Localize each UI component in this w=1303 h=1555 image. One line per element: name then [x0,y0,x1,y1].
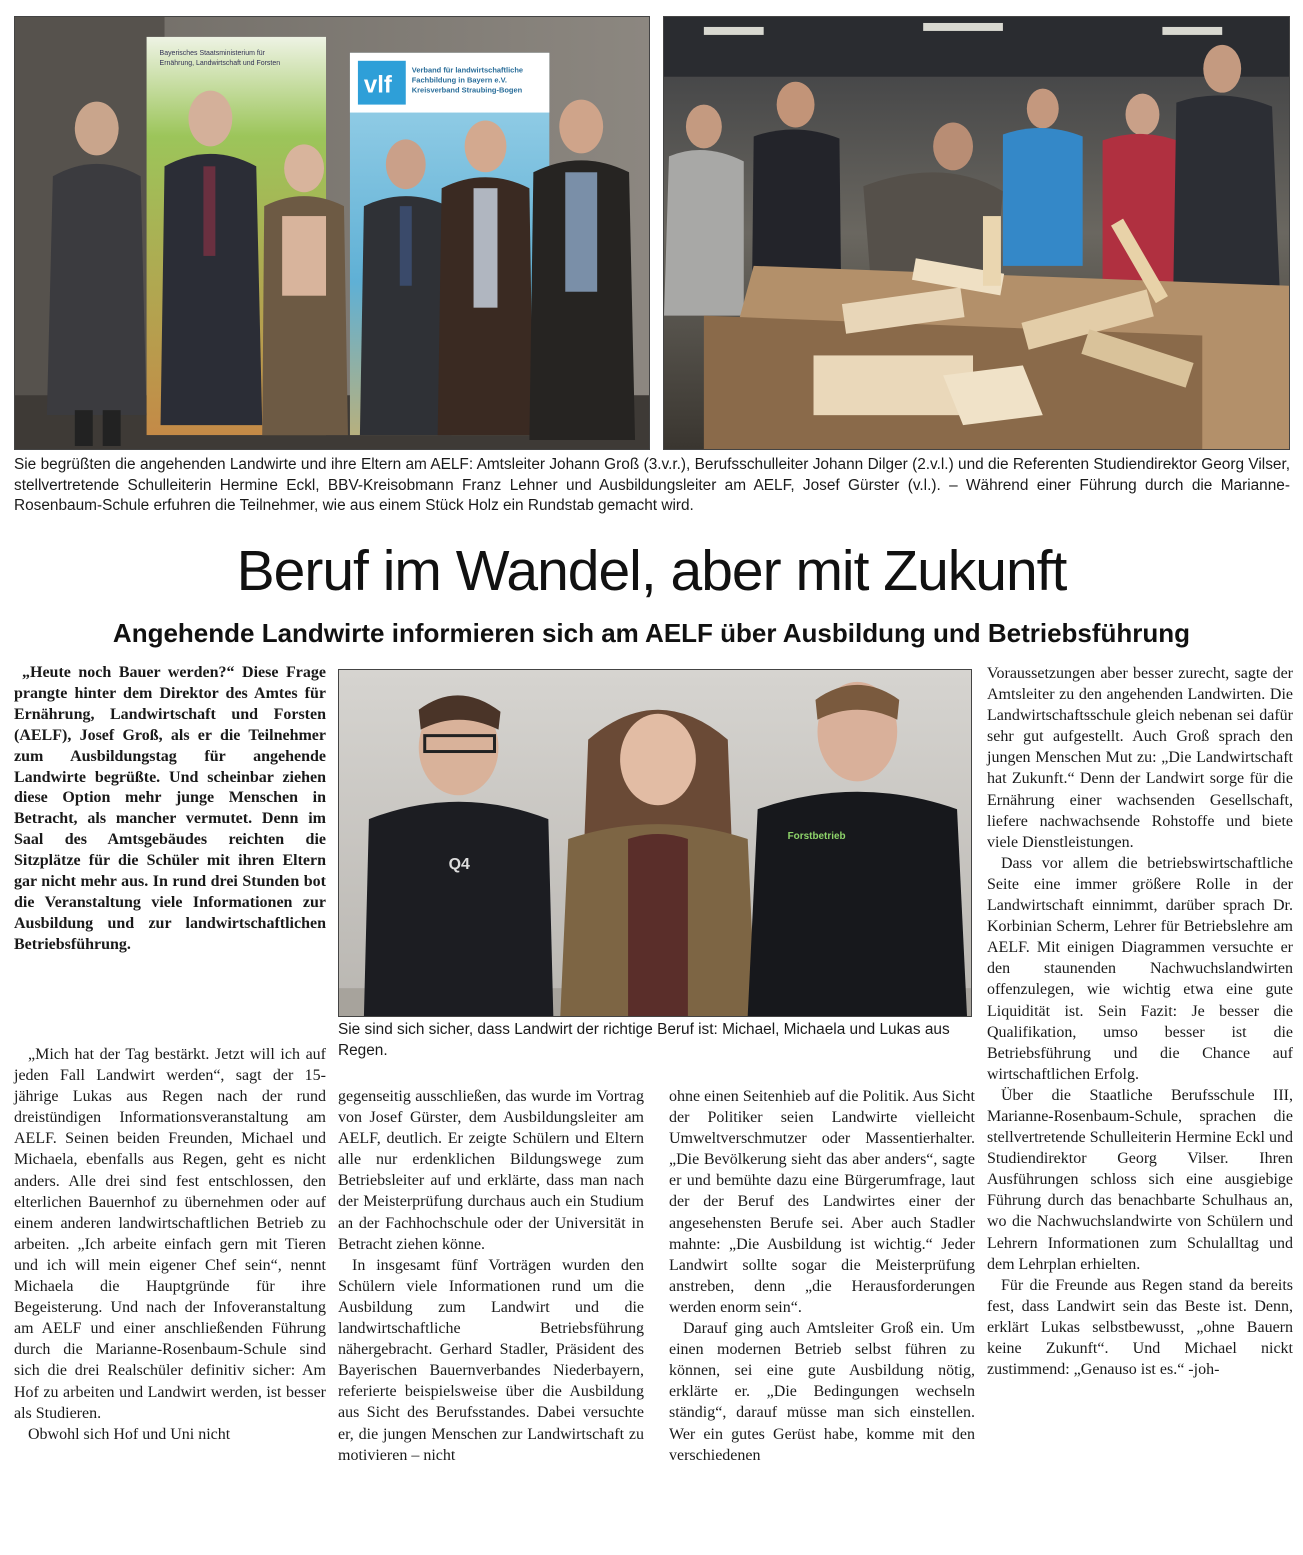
subheadline: Angehende Landwirte informieren sich am AELF über Ausbildung und Betriebsführung [112,618,1191,648]
article-column-2 [338,1086,644,1466]
photo-caption-mid: Sie sind sich sicher, dass Landwirt der richtige Beruf ist: Michael, Michaela und Lukas aus Regen. [338,1021,950,1059]
body-paragraph: Über die Staatliche Berufsschule III, Marianne-Rosenbaum-Schule, sprachen die stellvertretende Schulleiterin Hermine Eckl und Studiendirektor Georg Vilser. Ihren Ausführungen schloss sich eine ausgiebige Führung durch das benachbarte Schulhaus an, wo die Nachwuchslandwirte von Schülern und Lehrern Informationen zum Schulalltag und dem Lehrplan erhielten. [987,1086,1293,1273]
banner-right-line-3: Kreisverband Straubing-Bogen [411,85,523,95]
svg-text:Q4: Q4 [448,855,470,873]
headline: Beruf im Wandel, aber mit Zukunft [236,539,1067,603]
photo-caption-top: Sie begrüßten die angehenden Landwirte und ihre Eltern am AELF: Amtsleiter Johann Groß (3.v.r.), Berufsschulleiter Johann Dilger (2.v.l.) und die Referenten Studiendirektor Georg Vilser, stellvertretende Schulleiterin Hermine Eckl, BBV-Kreisobmann Franz Lehner und Ausbildungsleiter am AELF, Josef Gürster (v.l.). – Während einer Führung durch die Marianne-Rosenbaum-Schule erfuhren die Teilnehmer, wie aus einem Stück Holz ein Rundstab gemacht wird. [14,456,1290,514]
body-paragraph: Für die Freunde aus Regen stand da bereits fest, dass Landwirt sein das Beste ist. Denn, erklärt Lukas selbstbewusst, „ohne Bauern keine Zukunft“. Und Michael nickt zustimmend: „Genauso ist es.“ -joh- [987,1276,1293,1379]
article-column-1 [14,1044,326,1445]
banner-right-line-1: Verband für landwirtschaftliche [411,65,524,75]
banner-left-line-2: Ernährung, Landwirtschaft und Forsten [159,59,281,67]
body-paragraph: gegenseitig ausschließen, das wurde im Vortrag von Josef Gürster, dem Ausbildungsleiter am AELF, deutlich. Er zeigte Schülern und Eltern alle nur erdenklichen Bildungswege zum Betriebsleiter auf und erklärte, dass man nach der Meisterprüfung durchaus auch ein Studium an der Fachhochschule oder der Universität in Betracht ziehen könne. [338,1088,644,1253]
body-paragraph: In insgesamt fünf Vorträgen wurden den Schülern viele Informationen rund um die Ausbildung zum Landwirt und die landwirtschaftliche Betriebsführung nähergebracht. Gerhard Stadler, Präsident des Bayerischen Bauernverbandes Niederbayern, referierte beispielsweise über die Ausbildung aus Sicht des Berufsstandes. Dabei versuchte er, die jungen Menschen zur Landwirtschaft zu motivieren – nicht [338,1256,644,1464]
vlf-logo-text: vlf [363,71,392,99]
body-paragraph: Dass vor allem die betriebswirtschaftliche Seite eine immer größere Rolle in der Landwirtschaft einnimmt, darüber sprach Dr. Korbinian Scherm, Lehrer für Betriebslehre am AELF. Mit einigen Diagrammen versuchte er den staunenden Nachwuchslandwirten offenzulegen, wie wichtig etwa eine gute Liquidität ist. Sein Fazit: Je besser die Qualifikation, umso besser ist die Betriebsführung und die Chance auf wirtschaftlichen Erfolg. [987,854,1293,1083]
banner-left-line-1: Bayerisches Staatsministerium für [159,49,265,57]
shirt-print-text: Forstbetrieb [787,831,846,843]
banner-right-line-2: Fachbildung in Bayern e.V. [411,75,508,85]
photo-three-students [338,669,972,1017]
body-paragraph: Obwohl sich Hof und Uni nicht [28,1425,231,1443]
article-column-3 [669,1086,975,1466]
article-column-4 [987,663,1293,1380]
student-michaela [560,710,755,1016]
lead-text: „Heute noch Bauer werden?“ Diese Frage prangte hinter dem Direktor des Amtes für Ernährung, Landwirtschaft und Forsten (AELF), Josef Groß, als er die Teilnehmer zum Ausbildungstag für angehende Landwirte begrüßte. Und scheinbar ziehen diese Option mehr junge Menschen in Betracht, als mancher vermutet. Denn im Saal des Amtsgebäudes reichten die Sitzplätze für die Schüler mit ihren Eltern gar nicht mehr aus. In rund drei Stunden bot die Veranstaltung viele Informationen zur Ausbildung und zur landwirtschaftlichen Betriebsführung. [14,664,326,953]
photo-officials-group [14,16,650,450]
body-paragraph: Voraussetzungen aber besser zurecht, sagte der Amtsleiter zu den angehenden Landwirten. Die Landwirtschaftsschule gleich nebenan sei dafür sehr gut aufgestellt. Auch Groß sprach den jungen Menschen Mut zu: „Die Landwirtschaft hat Zukunft.“ Denn der Landwirt sorge für die Ernährung einer wachsenden Gesellschaft, liefere nachwachsende Rohstoffe und biete viele Dienstleistungen. [987,665,1293,851]
body-paragraph: Darauf ging auch Amtsleiter Groß ein. Um einen modernen Betrieb selbst führen zu können, sei eine gute Ausbildung nötig, erklärte er. „Die Bedingungen wechseln ständig“, darauf müsse man sich einstellen. Wer ein gutes Gerüst habe, komme mit den verschiedenen [669,1320,975,1464]
body-paragraph: „Mich hat der Tag bestärkt. Jetzt will ich auf jeden Fall Landwirt werden“, sagt der 15-jährige Lukas aus Regen nach der rund dreistündigen Informationsveranstaltung am AELF. Seinen beiden Freunden, Michael und Michaela, ebenfalls aus Regen, geht es nicht anders. Alle drei sind fest entschlossen, den elterlichen Bauernhof zu übernehmen oder auf einem anderen landwirtschaftlichen Betrieb zu arbeiten. „Ich arbeite einfach gern mit Tieren und ich will mein eigener Chef sein“, nennt Michaela die Hauptgründe für ihre Begeisterung. Und nach der Infoveranstaltung am AELF und einer anschließenden Führung durch die Marianne-Rosenbaum-Schule sind sich die drei Realschüler definitiv sicher: Am Hof zu arbeiten und Landwirt werden, ist besser als Studieren. [14,1046,326,1422]
photo-workshop [663,16,1290,450]
body-paragraph: ohne einen Seitenhieb auf die Politik. Aus Sicht der Politiker seien Landwirte vielleicht Umweltverschmutzer oder Massentierhalter. „Die Bevölkerung sieht das aber anders“, sagte er und bemühte dazu eine Bürgerumfrage, laut der der Beruf des Landwirtes einer der angesehensten Berufe sei. Aber auch Stadler mahnte: „Die Ausbildung ist wichtig.“ Jeder Landwirt sollte sogar die Meisterprüfung anstreben, denn „die Herausforderungen werden enorm sein“. [669,1088,975,1316]
lead-paragraph [14,663,326,956]
